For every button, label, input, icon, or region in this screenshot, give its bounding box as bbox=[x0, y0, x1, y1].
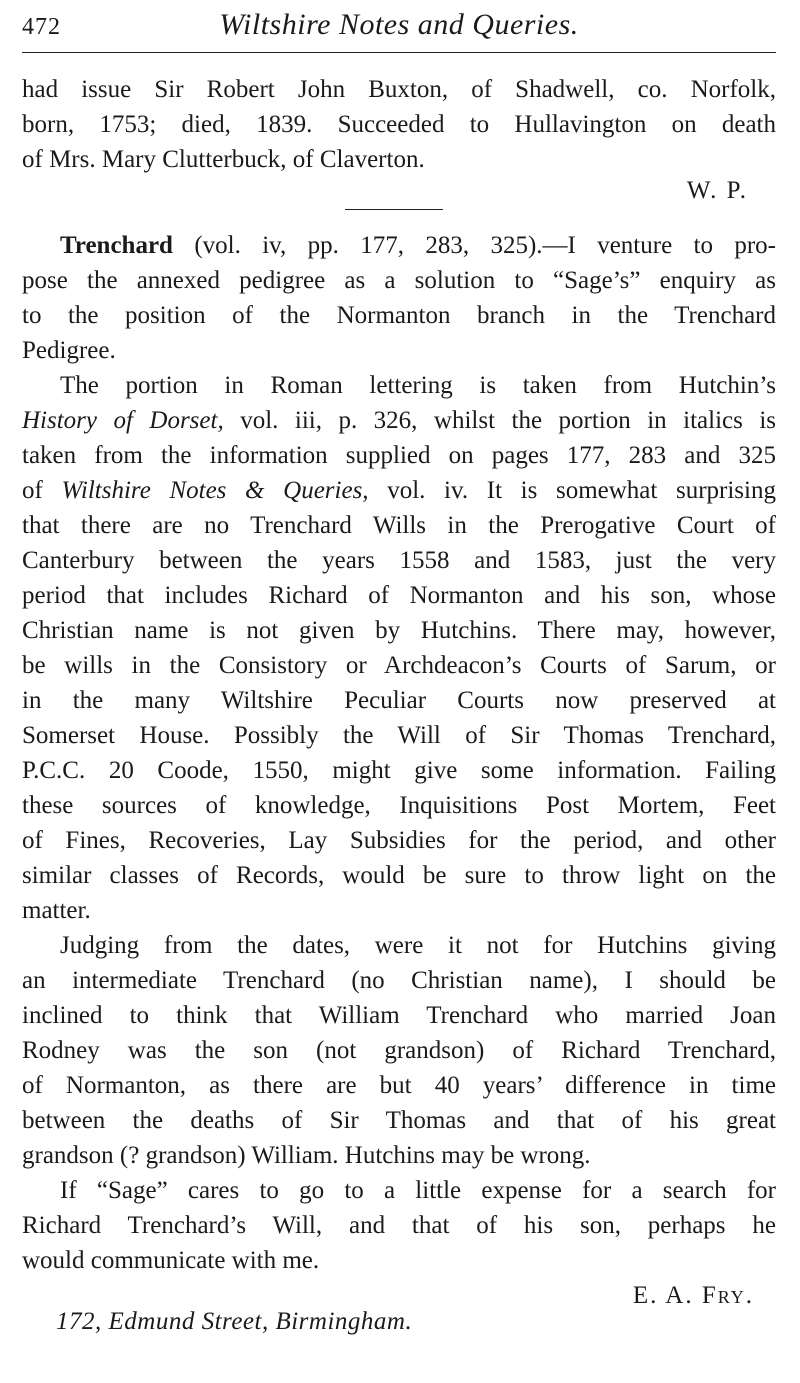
text-line: If “Sage” cares to go to a little expense for a search for bbox=[60, 1177, 776, 1204]
journal-title: Wiltshire Notes & Queries, bbox=[61, 477, 369, 504]
text-line: inclined to think that William Trenchard who married Joan bbox=[22, 1002, 776, 1029]
signature-ea-fry: E. A. Fry. bbox=[632, 1282, 754, 1309]
text-line: between the deaths of Sir Thomas and that of his great bbox=[22, 1107, 776, 1134]
text-line: period that includes Richard of Normanton and his son, whose bbox=[22, 582, 776, 609]
text-line: in the many Wiltshire Peculiar Courts now preserved at bbox=[22, 687, 776, 714]
text-line: grandson (? grandson) William. Hutchins may be wrong. bbox=[22, 1142, 591, 1169]
signature-wp: W. P. bbox=[686, 177, 748, 204]
page-number: 472 bbox=[22, 14, 61, 40]
text-line: to the position of the Normanton branch in the Trenchard bbox=[22, 302, 776, 329]
text-line: matter. bbox=[22, 897, 91, 924]
text-line: taken from the information supplied on pages 177, 283 and 325 bbox=[22, 442, 776, 469]
section-divider bbox=[345, 209, 443, 210]
text-line: Pedigree. bbox=[22, 337, 116, 364]
previous-note bbox=[22, 72, 776, 208]
text-line: Trenchard (vol. iv, pp. 177, 283, 325).—I venture to pro- bbox=[60, 232, 776, 259]
text-line: P.C.C. 20 Coode, 1550, might give some information. Failing bbox=[22, 757, 776, 784]
text-line: Judging from the dates, were it not for Hutchins giving bbox=[60, 932, 776, 959]
article-trenchard bbox=[22, 228, 776, 1313]
text-line: that there are no Trenchard Wills in the Prerogative Court of bbox=[22, 512, 776, 539]
text-line: Canterbury between the years 1558 and 1583, just the very bbox=[22, 547, 776, 574]
text-line: of Mrs. Mary Clutterbuck, of Claverton. bbox=[22, 146, 425, 173]
text-line: born, 1753; died, 1839. Succeeded to Hullavington on death bbox=[22, 111, 776, 138]
text-line: these sources of knowledge, Inquisitions Post Mortem, Feet bbox=[22, 792, 776, 819]
text-line: similar classes of Records, would be sure to throw light on the bbox=[22, 862, 776, 889]
article-heading: Trenchard bbox=[60, 232, 173, 259]
text-line: The portion in Roman lettering is taken from Hutchin’s bbox=[60, 372, 776, 399]
header-rule bbox=[22, 52, 776, 53]
text-line: Somerset House. Possibly the Will of Sir Thomas Trenchard, bbox=[22, 722, 776, 749]
text-line: Richard Trenchard’s Will, and that of his son, perhaps he bbox=[22, 1212, 776, 1239]
text-line: History of Dorset, vol. iii, p. 326, whilst the portion in italics is bbox=[22, 407, 776, 434]
text-line: pose the annexed pedigree as a solution to “Sage’s” enquiry as bbox=[22, 267, 776, 294]
text-line: Christian name is not given by Hutchins. There may, however, bbox=[22, 617, 776, 644]
running-title: Wiltshire Notes and Queries. bbox=[219, 8, 579, 41]
page-header bbox=[22, 4, 776, 48]
text-line: an intermediate Trenchard (no Christian name), I should be bbox=[22, 967, 776, 994]
text-line: Rodney was the son (not grandson) of Richard Trenchard, bbox=[22, 1037, 776, 1064]
book-title: History of Dorset, bbox=[22, 407, 224, 434]
text-line: of Normanton, as there are but 40 years’ difference in time bbox=[22, 1072, 776, 1099]
author-address: 172, Edmund Street, Birmingham. bbox=[56, 1308, 413, 1335]
text-line: be wills in the Consistory or Archdeacon’s Courts of Sarum, or bbox=[22, 652, 776, 679]
text-line: would communicate with me. bbox=[22, 1247, 320, 1274]
text-line: of Fines, Recoveries, Lay Subsidies for the period, and other bbox=[22, 827, 776, 854]
text-line: of Wiltshire Notes & Queries, vol. iv. It is somewhat surprising bbox=[22, 477, 776, 504]
text-line: had issue Sir Robert John Buxton, of Shadwell, co. Norfolk, bbox=[22, 76, 776, 103]
